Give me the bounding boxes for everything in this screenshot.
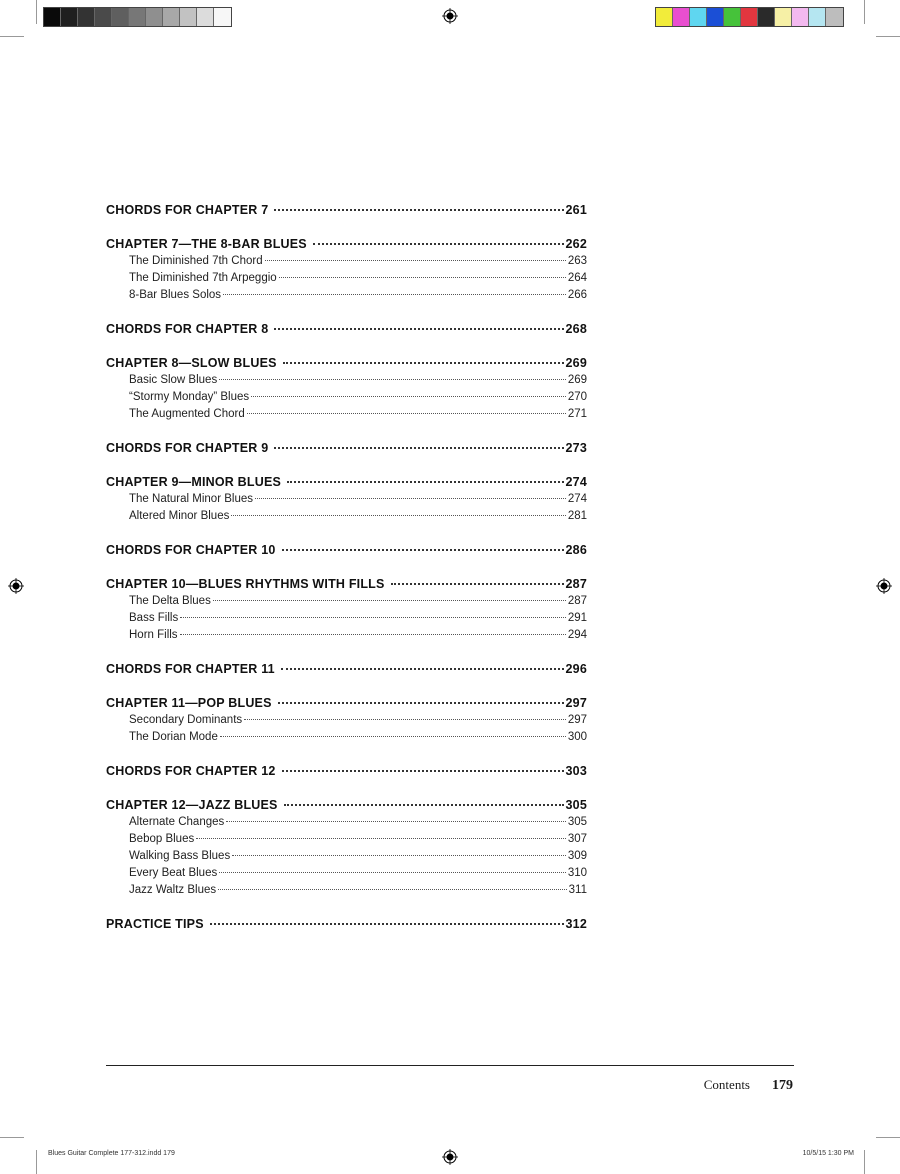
toc-entry-title: Walking Bass Blues	[129, 850, 231, 862]
toc-heading[interactable]	[106, 764, 587, 782]
gray-swatch	[112, 8, 129, 26]
slug-file-info: Blues Guitar Complete 177-312.indd 179	[48, 1150, 175, 1157]
toc-section	[106, 237, 587, 306]
toc-heading[interactable]	[106, 696, 587, 714]
toc-entry-title: Horn Fills	[129, 629, 178, 641]
gray-swatch	[197, 8, 214, 26]
toc-entry[interactable]	[106, 731, 587, 748]
toc-entry-page: 270	[567, 391, 587, 403]
toc-entry-title: Secondary Dominants	[129, 714, 243, 726]
toc-entry[interactable]	[106, 493, 587, 510]
registration-mark-icon	[442, 8, 458, 24]
toc-entry-page: 291	[567, 612, 587, 624]
toc-entry-page: 311	[568, 884, 587, 896]
color-swatch	[690, 8, 707, 26]
gray-swatch	[44, 8, 61, 26]
toc-entry[interactable]	[106, 255, 587, 272]
dot-leader	[226, 821, 566, 822]
toc-heading[interactable]	[106, 798, 587, 816]
crop-mark	[36, 1150, 37, 1174]
toc-entry[interactable]	[106, 816, 587, 833]
color-swatch	[656, 8, 673, 26]
color-swatch	[673, 8, 690, 26]
toc-heading-page: 274	[565, 475, 587, 489]
dot-leader	[210, 923, 564, 925]
toc-heading-title: CHAPTER 9—MINOR BLUES	[106, 475, 282, 489]
toc-heading-title: CHAPTER 10—BLUES RHYTHMS WITH FILLS	[106, 577, 385, 591]
toc-entry-title: The Diminished 7th Arpeggio	[129, 272, 277, 284]
toc-entry[interactable]	[106, 408, 587, 425]
color-swatch	[775, 8, 792, 26]
toc-entry-title: The Augmented Chord	[129, 408, 245, 420]
color-swatch	[707, 8, 724, 26]
toc-heading-title: CHAPTER 8—SLOW BLUES	[106, 356, 277, 370]
dot-leader	[265, 260, 566, 261]
toc-section	[106, 203, 587, 221]
toc-entry-title: Bebop Blues	[129, 833, 195, 845]
toc-entry-page: 287	[567, 595, 587, 607]
toc-entry-page: 294	[567, 629, 587, 641]
toc-entry[interactable]	[106, 850, 587, 867]
dot-leader	[218, 889, 567, 890]
dot-leader	[274, 328, 563, 330]
toc-entry-page: 297	[567, 714, 587, 726]
toc-entry[interactable]	[106, 391, 587, 408]
crop-mark	[0, 36, 24, 37]
toc-entry[interactable]	[106, 629, 587, 646]
gray-swatch	[61, 8, 78, 26]
dot-leader	[278, 702, 564, 704]
toc-entry[interactable]	[106, 714, 587, 731]
color-swatch	[792, 8, 809, 26]
toc-section	[106, 917, 587, 935]
color-swatch	[724, 8, 741, 26]
toc-entry[interactable]	[106, 272, 587, 289]
dot-leader	[247, 413, 566, 414]
toc-entry[interactable]	[106, 867, 587, 884]
dot-leader	[213, 600, 566, 601]
dot-leader	[180, 634, 566, 635]
dot-leader	[219, 379, 566, 380]
page-footer	[704, 1077, 793, 1094]
toc-section	[106, 356, 587, 425]
toc-section	[106, 764, 587, 782]
dot-leader	[287, 481, 563, 483]
toc-entry-page: 263	[567, 255, 587, 267]
toc-heading-title: CHORDS FOR CHAPTER 11	[106, 662, 275, 676]
toc-heading[interactable]	[106, 543, 587, 561]
toc-heading-title: CHORDS FOR CHAPTER 8	[106, 322, 269, 336]
toc-heading[interactable]	[106, 203, 587, 221]
toc-entry[interactable]	[106, 374, 587, 391]
toc-entry-title: Altered Minor Blues	[129, 510, 230, 522]
color-swatch	[758, 8, 775, 26]
dot-leader	[282, 549, 564, 551]
gray-swatch	[146, 8, 163, 26]
toc-heading-title: CHAPTER 12—JAZZ BLUES	[106, 798, 278, 812]
toc-heading[interactable]	[106, 577, 587, 595]
toc-heading-title: CHORDS FOR CHAPTER 7	[106, 203, 269, 217]
registration-mark-icon	[876, 578, 892, 594]
color-swatch	[741, 8, 758, 26]
dot-leader	[232, 855, 566, 856]
toc-entry[interactable]	[106, 510, 587, 527]
process-color-bar	[655, 7, 844, 27]
toc-entry-title: Every Beat Blues	[129, 867, 218, 879]
toc-heading-title: CHAPTER 7—THE 8-BAR BLUES	[106, 237, 307, 251]
toc-entry-page: 309	[567, 850, 587, 862]
dot-leader	[283, 362, 564, 364]
toc-heading[interactable]	[106, 662, 587, 680]
toc-heading-title: PRACTICE TIPS	[106, 917, 204, 931]
toc-entry[interactable]	[106, 289, 587, 306]
crop-mark	[876, 36, 900, 37]
toc-entry-title: Jazz Waltz Blues	[129, 884, 217, 896]
gray-swatch	[180, 8, 197, 26]
dot-leader	[281, 668, 564, 670]
toc-entry-title: The Natural Minor Blues	[129, 493, 253, 505]
footer-rule	[106, 1065, 794, 1066]
dot-leader	[196, 838, 566, 839]
toc-entry-title: Basic Slow Blues	[129, 374, 218, 386]
toc-heading-page: 269	[565, 356, 587, 370]
toc-heading-page: 312	[565, 917, 587, 931]
toc-heading-page: 305	[565, 798, 587, 812]
toc-section	[106, 543, 587, 561]
color-swatch	[826, 8, 843, 26]
grayscale-color-bar	[43, 7, 232, 27]
toc-heading-page: 262	[565, 237, 587, 251]
dot-leader	[282, 770, 564, 772]
dot-leader	[274, 209, 563, 211]
toc-entry[interactable]	[106, 884, 587, 901]
toc-heading-page: 303	[565, 764, 587, 778]
registration-mark-icon	[442, 1149, 458, 1165]
toc-heading-title: CHORDS FOR CHAPTER 10	[106, 543, 276, 557]
toc-entry-page: 310	[567, 867, 587, 879]
toc-entry-title: “Stormy Monday” Blues	[129, 391, 250, 403]
dot-leader	[244, 719, 566, 720]
dot-leader	[220, 736, 566, 737]
toc-heading[interactable]	[106, 917, 587, 935]
dot-leader	[180, 617, 566, 618]
toc-entry-title: Alternate Changes	[129, 816, 225, 828]
crop-mark	[36, 0, 37, 24]
toc-entry-page: 281	[567, 510, 587, 522]
gray-swatch	[163, 8, 180, 26]
crop-mark	[864, 0, 865, 24]
color-swatch	[809, 8, 826, 26]
toc-heading[interactable]	[106, 322, 587, 340]
gray-swatch	[78, 8, 95, 26]
dot-leader	[251, 396, 566, 397]
toc-heading-page: 297	[565, 696, 587, 710]
toc-heading-page: 261	[565, 203, 587, 217]
dot-leader	[391, 583, 564, 585]
toc-heading-page: 286	[565, 543, 587, 557]
toc-heading-page: 287	[565, 577, 587, 591]
toc-entry-page: 305	[567, 816, 587, 828]
toc-heading-page: 296	[565, 662, 587, 676]
toc-section	[106, 322, 587, 340]
dot-leader	[313, 243, 564, 245]
crop-mark	[876, 1137, 900, 1138]
dot-leader	[223, 294, 566, 295]
toc-entry-page: 269	[567, 374, 587, 386]
slug-timestamp: 10/5/15 1:30 PM	[802, 1150, 854, 1157]
toc-section	[106, 441, 587, 459]
toc-section	[106, 577, 587, 646]
toc-entry-page: 266	[567, 289, 587, 301]
gray-swatch	[214, 8, 231, 26]
dot-leader	[279, 277, 566, 278]
dot-leader	[274, 447, 563, 449]
toc-heading-page: 273	[565, 441, 587, 455]
registration-mark-icon	[8, 578, 24, 594]
crop-mark	[864, 1150, 865, 1174]
dot-leader	[284, 804, 564, 806]
toc-section	[106, 696, 587, 748]
toc-section	[106, 662, 587, 680]
running-head: Contents	[703, 1077, 750, 1092]
toc-entry-page: 274	[567, 493, 587, 505]
toc-section	[106, 475, 587, 527]
dot-leader	[255, 498, 566, 499]
toc-entry-page: 264	[567, 272, 587, 284]
table-of-contents	[106, 203, 587, 951]
toc-entry-title: 8-Bar Blues Solos	[129, 289, 222, 301]
toc-entry[interactable]	[106, 595, 587, 612]
toc-entry-title: The Delta Blues	[129, 595, 211, 607]
toc-heading[interactable]	[106, 475, 587, 493]
toc-heading-title: CHORDS FOR CHAPTER 9	[106, 441, 269, 455]
toc-heading-title: CHAPTER 11—POP BLUES	[106, 696, 272, 710]
toc-heading-title: CHORDS FOR CHAPTER 12	[106, 764, 276, 778]
toc-section	[106, 798, 587, 901]
dot-leader	[231, 515, 565, 516]
gray-swatch	[129, 8, 146, 26]
gray-swatch	[95, 8, 112, 26]
dot-leader	[219, 872, 566, 873]
toc-entry-title: The Dorian Mode	[129, 731, 218, 743]
toc-entry-title: Bass Fills	[129, 612, 179, 624]
toc-heading-page: 268	[565, 322, 587, 336]
toc-entry[interactable]	[106, 612, 587, 629]
toc-heading[interactable]	[106, 356, 587, 374]
toc-heading[interactable]	[106, 237, 587, 255]
toc-entry-page: 307	[567, 833, 587, 845]
page-number: 179	[772, 1078, 793, 1093]
toc-entry-title: The Diminished 7th Chord	[129, 255, 263, 267]
crop-mark	[0, 1137, 24, 1138]
toc-entry-page: 271	[567, 408, 587, 420]
toc-entry-page: 300	[567, 731, 587, 743]
toc-entry[interactable]	[106, 833, 587, 850]
toc-heading[interactable]	[106, 441, 587, 459]
